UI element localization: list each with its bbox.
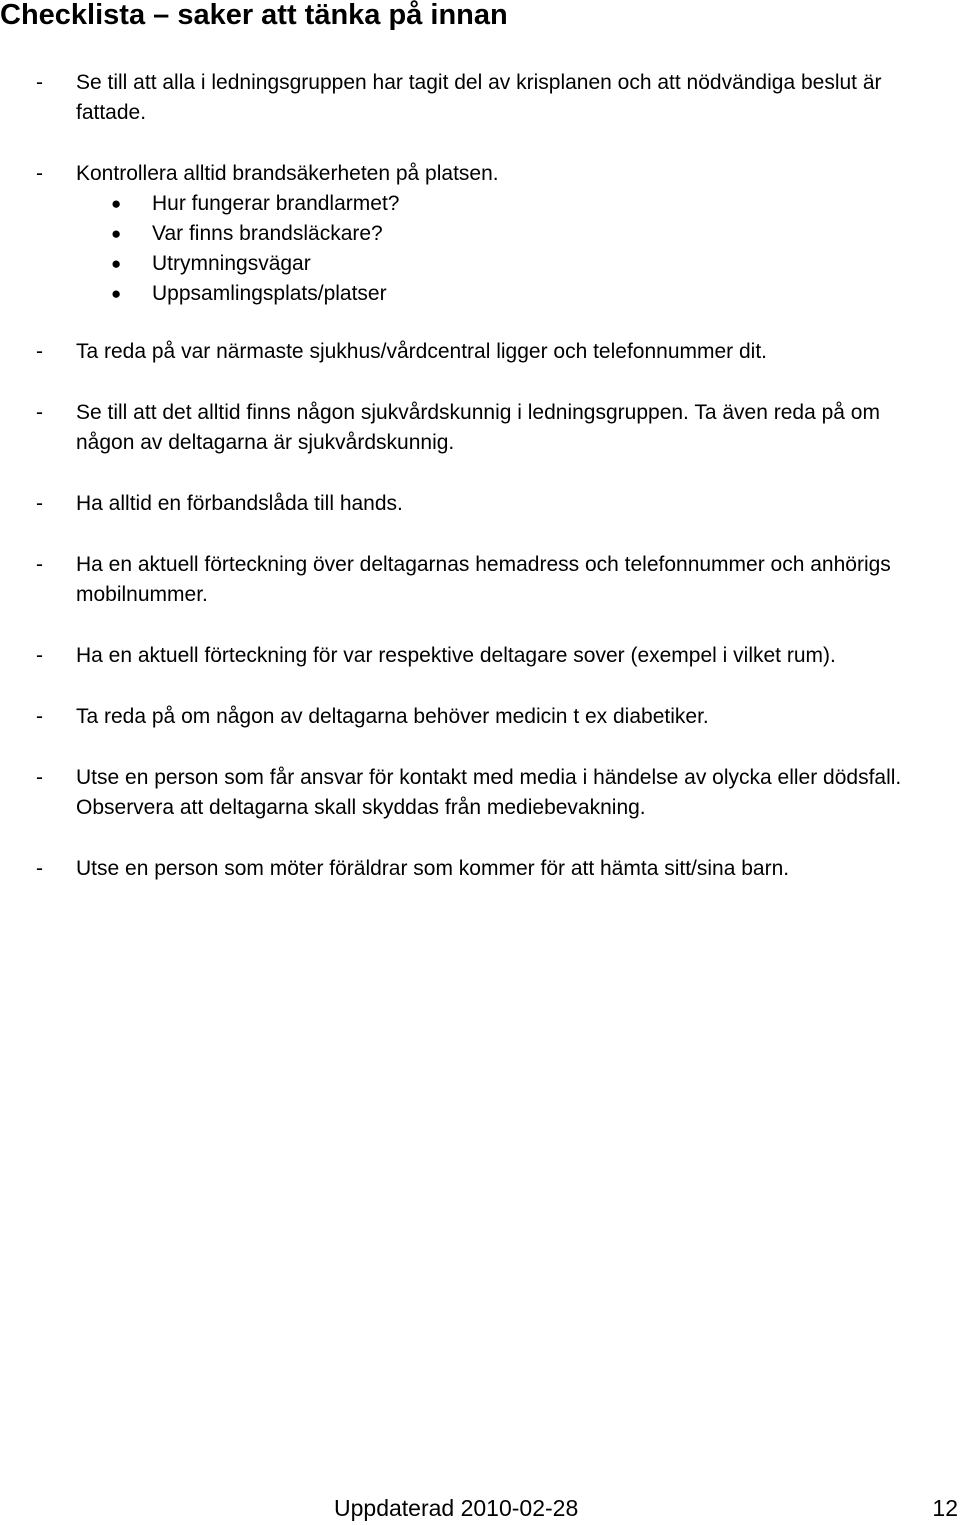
dash-marker: - — [36, 644, 43, 667]
dash-marker: - — [36, 162, 43, 185]
sub-list-item-text: Uppsamlingsplats/platser — [152, 282, 387, 305]
dash-marker: - — [36, 492, 43, 515]
list-item — [0, 854, 960, 884]
dash-marker: - — [36, 401, 43, 424]
list-item — [0, 489, 960, 519]
sub-list-item-text: Hur fungerar brandlarmet? — [152, 192, 400, 215]
list-item — [0, 763, 960, 823]
list-item — [0, 702, 960, 732]
dash-marker: - — [36, 71, 43, 94]
dash-marker: - — [36, 766, 43, 789]
sub-list-item — [76, 279, 930, 309]
sub-list-item — [76, 189, 930, 219]
list-item-text: Kontrollera alltid brandsäkerheten på platsen. — [76, 162, 499, 185]
list-item-text: Utse en person som får ansvar för kontakt med media i händelse av olycka eller dödsfall. Observera att deltagarna skall skyddas från mediebevakning. — [76, 766, 902, 819]
list-item — [0, 68, 960, 128]
dash-marker: - — [36, 857, 43, 880]
sub-list-item-text: Utrymningsvägar — [152, 252, 311, 275]
list-item — [0, 641, 960, 671]
list-item-text: Ha alltid en förbandslåda till hands. — [76, 492, 403, 515]
bullet-icon: ● — [111, 284, 122, 303]
sub-list-item — [76, 219, 930, 249]
list-item-text: Ha en aktuell förteckning över deltagarnas hemadress och telefonnummer och anhörigs mobilnummer. — [76, 553, 891, 606]
list-item — [0, 550, 960, 610]
footer-updated-date: Uppdaterad 2010-02-28 — [334, 1495, 579, 1521]
bullet-icon: ● — [111, 224, 122, 243]
checklist — [0, 68, 960, 915]
list-item-text: Ha en aktuell förteckning för var respektive deltagare sover (exempel i vilket rum). — [76, 644, 836, 667]
dash-marker: - — [36, 553, 43, 576]
list-item — [0, 398, 960, 458]
bullet-icon: ● — [111, 194, 122, 213]
list-item-text: Ta reda på var närmaste sjukhus/vårdcentral ligger och telefonnummer dit. — [76, 340, 768, 363]
sub-list — [76, 189, 930, 309]
list-item-text: Se till att det alltid finns någon sjukvårdskunnig i ledningsgruppen. Ta även reda på om någon av deltagarna är sjukvårdskunnig. — [76, 401, 880, 454]
bullet-icon: ● — [111, 254, 122, 273]
list-item-text: Se till att alla i ledningsgruppen har tagit del av krisplanen och att nödvändiga beslut är fattade. — [76, 71, 882, 124]
page-number: 12 — [932, 1495, 958, 1521]
page-title: Checklista – saker att tänka på innan — [0, 0, 508, 31]
dash-marker: - — [36, 340, 43, 363]
dash-marker: - — [36, 705, 43, 728]
list-item-text: Ta reda på om någon av deltagarna behöver medicin t ex diabetiker. — [76, 705, 709, 728]
list-item-text: Utse en person som möter föräldrar som kommer för att hämta sitt/sina barn. — [76, 857, 790, 880]
sub-list-item — [76, 249, 930, 279]
list-item — [0, 337, 960, 367]
list-item — [0, 159, 960, 309]
sub-list-item-text: Var finns brandsläckare? — [152, 222, 383, 245]
